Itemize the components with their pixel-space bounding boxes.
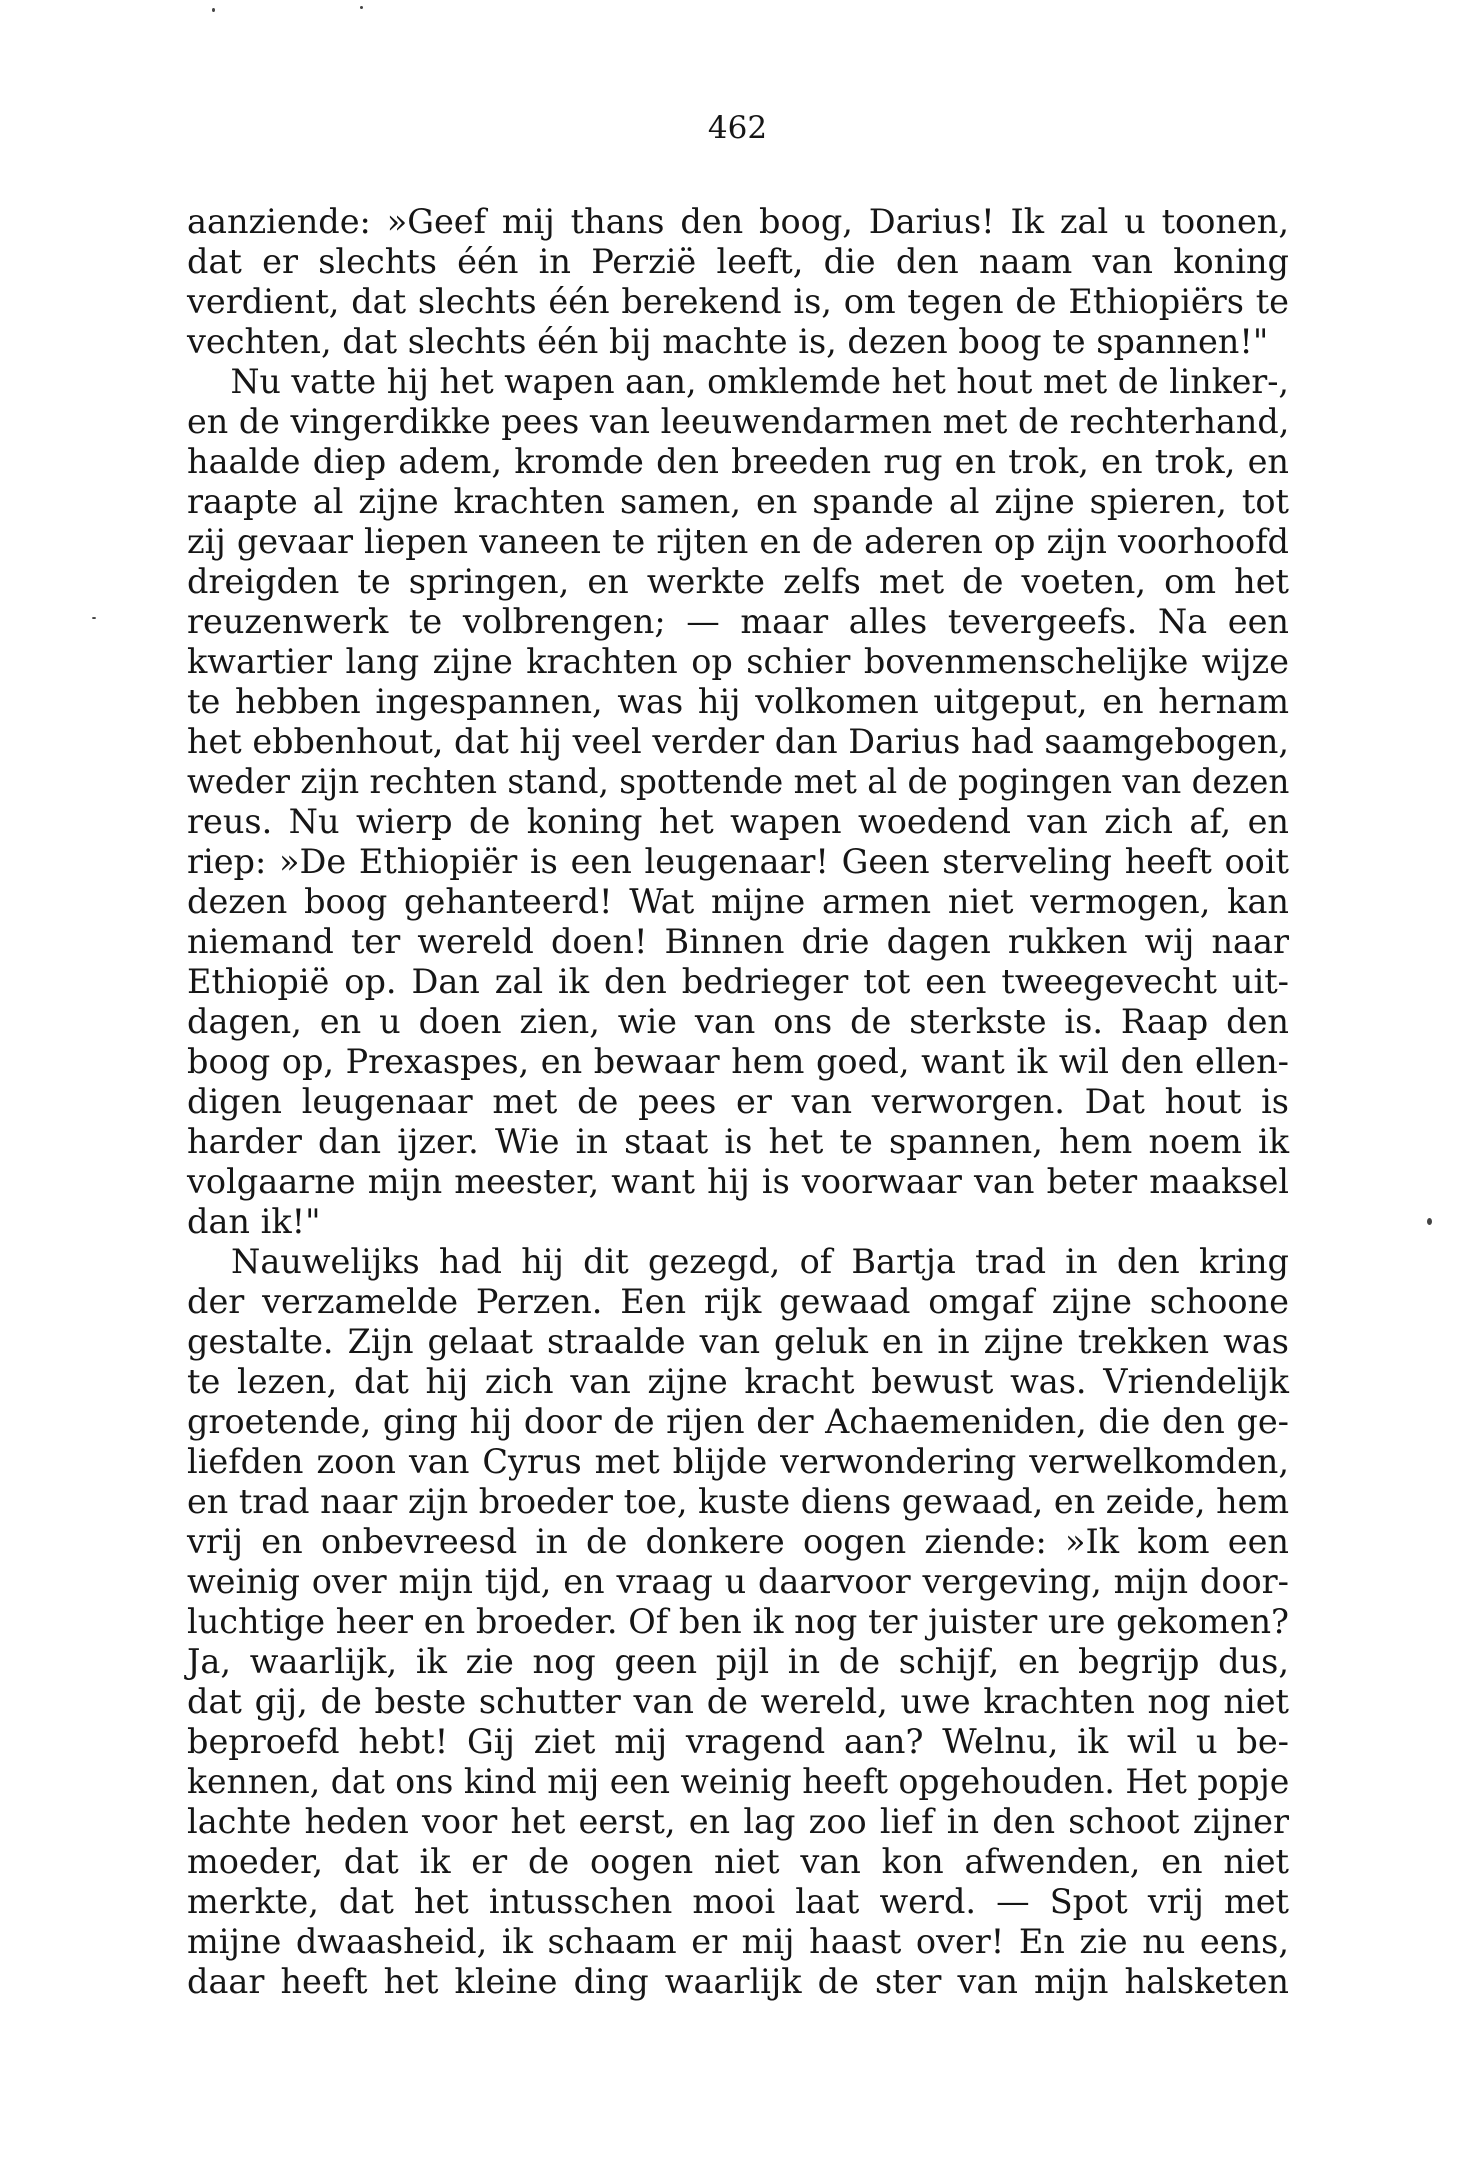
text-line: kwartier lang zijne krachten op schier bovenmenschelijke wijze <box>187 642 1289 681</box>
text-line: vrij en onbevreesd in de donkere oogen ziende: »Ik kom een <box>187 1522 1289 1561</box>
text-line: zij gevaar liepen vaneen te rijten en de aderen op zijn voorhoofd <box>187 522 1289 561</box>
text-line: mijne dwaasheid, ik schaam er mij haast over! En zie nu eens, <box>187 1922 1289 1961</box>
text-line: weinig over mijn tijd, en vraag u daarvoor vergeving, mijn door- <box>187 1562 1289 1601</box>
text-line: dat er slechts één in Perzië leeft, die den naam van koning <box>187 242 1289 281</box>
text-line: en de vingerdikke pees van leeuwendarmen met de rechterhand, <box>187 402 1290 441</box>
body-text <box>187 202 1289 2002</box>
text-line: beproefd hebt! Gij ziet mij vragend aan? Welnu, ik wil u be- <box>187 1722 1289 1761</box>
scan-speck <box>1427 1218 1432 1225</box>
text-line: Nauwelijks had hij dit gezegd, of Bartja trad in den kring <box>231 1242 1289 1281</box>
scan-speck <box>212 8 215 12</box>
text-line: daar heeft het kleine ding waarlijk de ster van mijn halsketen <box>187 1962 1289 2001</box>
text-line: Ja, waarlijk, ik zie nog geen pijl in de schijf, en begrijp dus, <box>187 1642 1289 1681</box>
text-line: der verzamelde Perzen. Een rijk gewaad omgaf zijne schoone <box>187 1282 1289 1321</box>
text-line: raapte al zijne krachten samen, en spande al zijne spieren, tot <box>187 482 1289 521</box>
text-line: merkte, dat het intusschen mooi laat werd. — Spot vrij met <box>187 1882 1289 1921</box>
text-line: haalde diep adem, kromde den breeden rug en trok, en trok, en <box>187 442 1289 481</box>
text-line: niemand ter wereld doen! Binnen drie dagen rukken wij naar <box>187 922 1289 961</box>
text-line: verdient, dat slechts één berekend is, om tegen de Ethiopiërs te <box>187 282 1289 321</box>
text-line: te lezen, dat hij zich van zijne kracht bewust was. Vriendelijk <box>187 1362 1289 1401</box>
scan-speck <box>360 6 363 9</box>
text-line: reuzenwerk te volbrengen; — maar alles tevergeefs. Na een <box>187 602 1289 641</box>
text-line: het ebbenhout, dat hij veel verder dan Darius had saamgebogen, <box>187 722 1290 761</box>
text-line: digen leugenaar met de pees er van verworgen. Dat hout is <box>187 1082 1289 1121</box>
text-line: reus. Nu wierp de koning het wapen woedend van zich af, en <box>187 802 1289 841</box>
text-line: en trad naar zijn broeder toe, kuste diens gewaad, en zeide, hem <box>187 1482 1290 1521</box>
text-line: boog op, Prexaspes, en bewaar hem goed, want ik wil den ellen- <box>187 1042 1289 1081</box>
text-line: lachte heden voor het eerst, en lag zoo lief in den schoot zijner <box>187 1802 1289 1841</box>
text-line: moeder, dat ik er de oogen niet van kon afwenden, en niet <box>187 1842 1289 1881</box>
text-line: dat gij, de beste schutter van de wereld, uwe krachten nog niet <box>187 1682 1289 1721</box>
text-line: volgaarne mijn meester, want hij is voorwaar van beter maaksel <box>187 1162 1289 1201</box>
text-line: luchtige heer en broeder. Of ben ik nog ter juister ure gekomen? <box>187 1602 1289 1641</box>
page-number: 462 <box>707 110 768 146</box>
text-line: groetende, ging hij door de rijen der Achaemeniden, die den ge- <box>187 1402 1289 1441</box>
text-line: weder zijn rechten stand, spottende met al de pogingen van dezen <box>187 762 1290 801</box>
text-line: dezen boog gehanteerd! Wat mijne armen niet vermogen, kan <box>187 882 1289 921</box>
text-line: harder dan ijzer. Wie in staat is het te spannen, hem noem ik <box>187 1122 1289 1161</box>
text-line: dagen, en u doen zien, wie van ons de sterkste is. Raap den <box>187 1002 1289 1041</box>
text-line: liefden zoon van Cyrus met blijde verwondering verwelkomden, <box>187 1442 1289 1481</box>
text-line: aanziende: »Geef mij thans den boog, Darius! Ik zal u toonen, <box>187 202 1289 241</box>
text-line: Nu vatte hij het wapen aan, omklemde het hout met de linker-, <box>230 362 1289 401</box>
text-line: gestalte. Zijn gelaat straalde van geluk en in zijne trekken was <box>187 1322 1289 1361</box>
text-line: Ethiopië op. Dan zal ik den bedrieger tot een tweegevecht uit- <box>187 962 1289 1001</box>
scan-speck <box>92 617 96 619</box>
text-line: riep: »De Ethiopiër is een leugenaar! Geen sterveling heeft ooit <box>187 842 1289 881</box>
text-line: kennen, dat ons kind mij een weinig heeft opgehouden. Het popje <box>187 1762 1290 1801</box>
text-line: vechten, dat slechts één bij machte is, dezen boog te spannen!" <box>187 322 1269 361</box>
text-line: dreigden te springen, en werkte zelfs met de voeten, om het <box>187 562 1289 601</box>
text-line: te hebben ingespannen, was hij volkomen uitgeput, en hernam <box>187 682 1289 721</box>
text-line: dan ik!" <box>187 1202 321 1241</box>
